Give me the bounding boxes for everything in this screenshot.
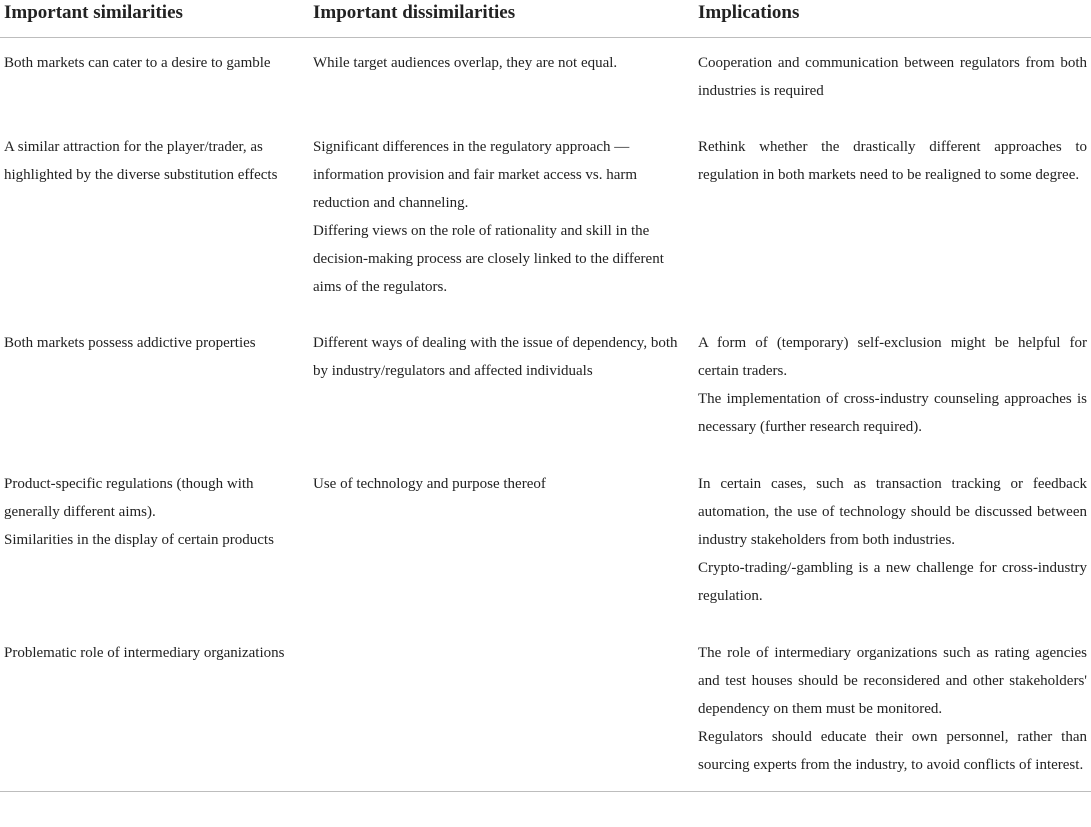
cell-text: Rethink whether the drastically different approaches to regulation in both markets need to be realigned to some degree.: [698, 139, 1087, 183]
implications-cell: [694, 470, 1091, 639]
cell-text: Crypto-trading/-gambling is a new challenge for cross-industry regulation.: [698, 560, 1087, 604]
cell-text: In certain cases, such as transaction tracking or feedback automation, the use of technology should be discussed between industry stakeholders from both industries.: [698, 476, 1087, 548]
table-row: [0, 38, 1091, 134]
cell-text: Similarities in the display of certain products: [4, 532, 274, 548]
table-row: [0, 133, 1091, 329]
similarities-cell: [0, 329, 309, 470]
similarities-cell: [0, 639, 309, 792]
cell-text: A similar attraction for the player/trader, as highlighted by the diverse substitution effects: [4, 139, 278, 183]
cell-text: Problematic role of intermediary organizations: [4, 645, 285, 661]
table-row: [0, 470, 1091, 639]
cell-text: Differing views on the role of rationality and skill in the decision-making process are closely linked to the different aims of the regulators.: [313, 223, 664, 295]
implications-cell: [694, 639, 1091, 792]
header-implications: Implications: [694, 0, 1091, 38]
header-row: [0, 0, 1091, 38]
cell-text: Different ways of dealing with the issue of dependency, both by industry/regulators and affected individuals: [313, 335, 678, 379]
header-dissimilarities: Important dissimilarities: [309, 0, 694, 38]
dissimilarities-cell: [309, 329, 694, 470]
cell-text: A form of (temporary) self-exclusion might be helpful for certain traders.: [698, 335, 1087, 379]
dissimilarities-cell: [309, 639, 694, 792]
similarities-cell: [0, 470, 309, 639]
cell-text: Both markets can cater to a desire to gamble: [4, 55, 271, 71]
cell-text: Use of technology and purpose thereof: [313, 476, 546, 492]
table-row: [0, 639, 1091, 792]
header-similarities: Important similarities: [0, 0, 309, 38]
implications-cell: [694, 38, 1091, 134]
cell-text: While target audiences overlap, they are not equal.: [313, 55, 618, 71]
table-row: [0, 329, 1091, 470]
cell-text: Regulators should educate their own personnel, rather than sourcing experts from the industry, to avoid conflicts of interest.: [698, 729, 1087, 773]
similarities-cell: [0, 133, 309, 329]
implications-cell: [694, 329, 1091, 470]
cell-text: Cooperation and communication between regulators from both industries is required: [698, 55, 1087, 99]
cell-text: Product-specific regulations (though with generally different aims).: [4, 476, 254, 520]
similarities-cell: [0, 38, 309, 134]
cell-text: The implementation of cross-industry counseling approaches is necessary (further research required).: [698, 391, 1087, 435]
cell-text: The role of intermediary organizations such as rating agencies and test houses should be reconsidered and other stakeholders' dependency on them must be monitored.: [698, 645, 1087, 717]
cell-text: Both markets possess addictive properties: [4, 335, 256, 351]
dissimilarities-cell: [309, 38, 694, 134]
cell-text: Significant differences in the regulatory approach — information provision and fair market access vs. harm reduction and channeling.: [313, 139, 638, 211]
dissimilarities-cell: [309, 133, 694, 329]
implications-cell: [694, 133, 1091, 329]
dissimilarities-cell: [309, 470, 694, 639]
